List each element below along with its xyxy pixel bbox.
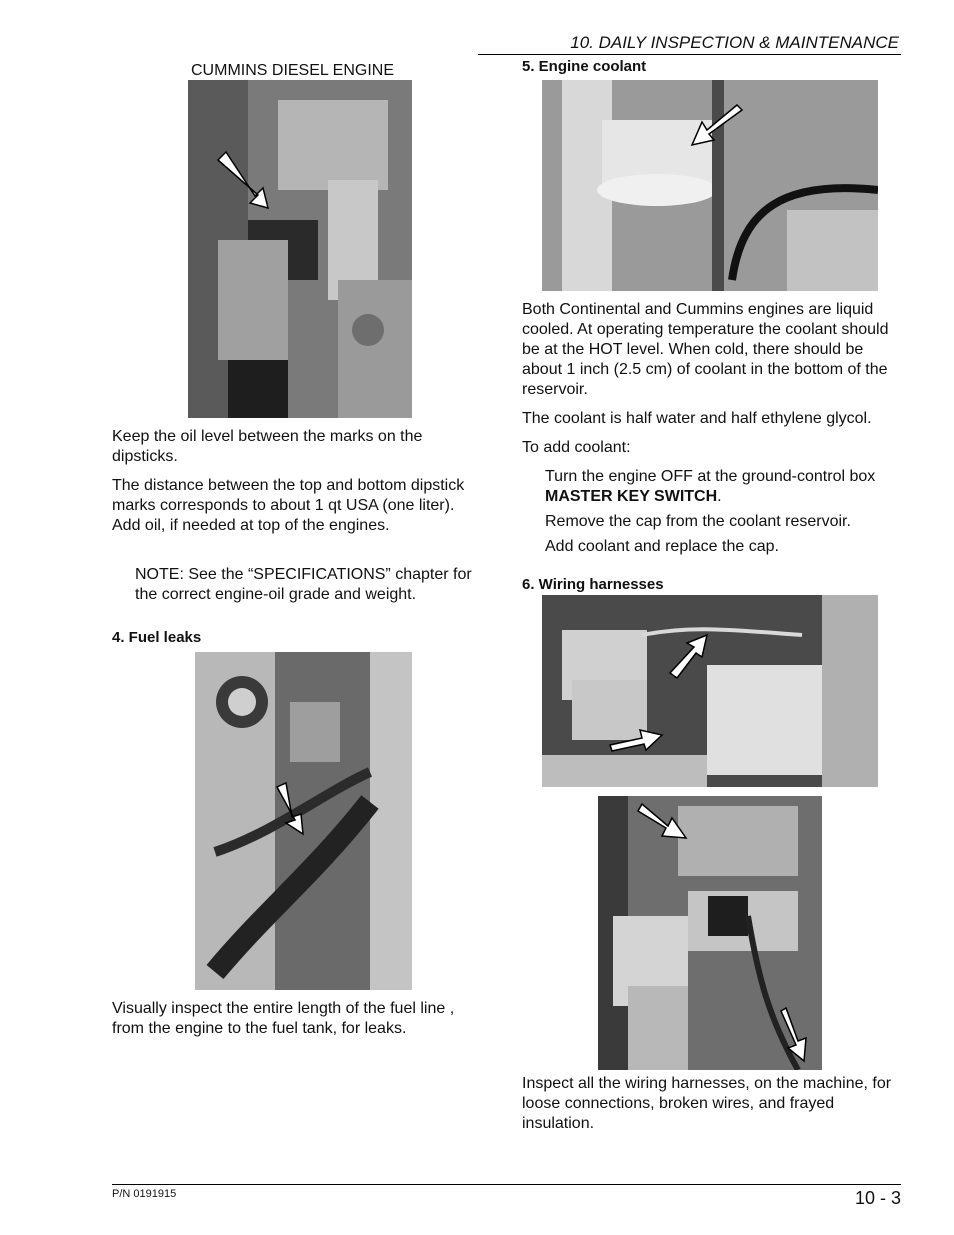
- engine-coolant-heading: 5. Engine coolant: [522, 58, 647, 75]
- page-number: 10 - 3: [854, 1188, 901, 1208]
- coolant-step-1: [545, 467, 890, 507]
- coolant-step-2: Remove the cap from the coolant reservoir.: [545, 513, 851, 530]
- add-coolant-intro-text: To add coolant:: [522, 439, 631, 456]
- coolant-step-3: Add coolant and replace the cap.: [545, 538, 779, 555]
- step1-period: .: [717, 488, 722, 505]
- coolant-reservoir-photo: [542, 80, 878, 291]
- specifications-note: NOTE: See the “SPECIFICATIONS” chapter for the correct engine-oil grade and weight.: [135, 566, 472, 603]
- fuel-leaks-photo: [195, 652, 412, 990]
- cummins-engine-photo: [188, 80, 412, 418]
- coolant-description-paragraph: Both Continental and Cummins engines are liquid cooled. At operating temperature the coolant should be at the HOT level. When cold, there should be about 1 inch (2.5 cm) of coolant in the bottom of the reservoir.: [522, 301, 889, 398]
- add-coolant-intro: [522, 438, 631, 458]
- wiring-harnesses-heading: 6. Wiring harnesses: [522, 576, 664, 593]
- fuel-leaks-heading: 4. Fuel leaks: [112, 629, 202, 646]
- part-number: P/N 0191915: [112, 1188, 177, 1200]
- master-key-switch-label: MASTER KEY SWITCH: [545, 488, 718, 505]
- section-header: 10. DAILY INSPECTION & MAINTENANCE: [478, 32, 901, 55]
- wiring-harness-photo-2: [598, 796, 822, 1070]
- oil-level-paragraph: Keep the oil level between the marks on the dipsticks.: [112, 428, 423, 465]
- footer-rule: [112, 1184, 901, 1185]
- coolant-mix-paragraph: The coolant is half water and half ethylene glycol.: [522, 410, 872, 427]
- step1-text: Turn the engine OFF at the ground-control box: [545, 468, 876, 485]
- engine-photo-caption: CUMMINS DIESEL ENGINE: [191, 62, 394, 79]
- wiring-inspection-paragraph: Inspect all the wiring harnesses, on the machine, for loose connections, broken wires, and frayed insulation.: [522, 1075, 892, 1132]
- dipstick-paragraph: The distance between the top and bottom dipstick marks corresponds to about 1 qt USA (one liter). Add oil, if needed at top of the engines.: [112, 477, 465, 534]
- wiring-harness-photo-1: [542, 595, 878, 787]
- fuel-line-paragraph: Visually inspect the entire length of the fuel line , from the engine to the fuel tank, for leaks.: [112, 1000, 455, 1037]
